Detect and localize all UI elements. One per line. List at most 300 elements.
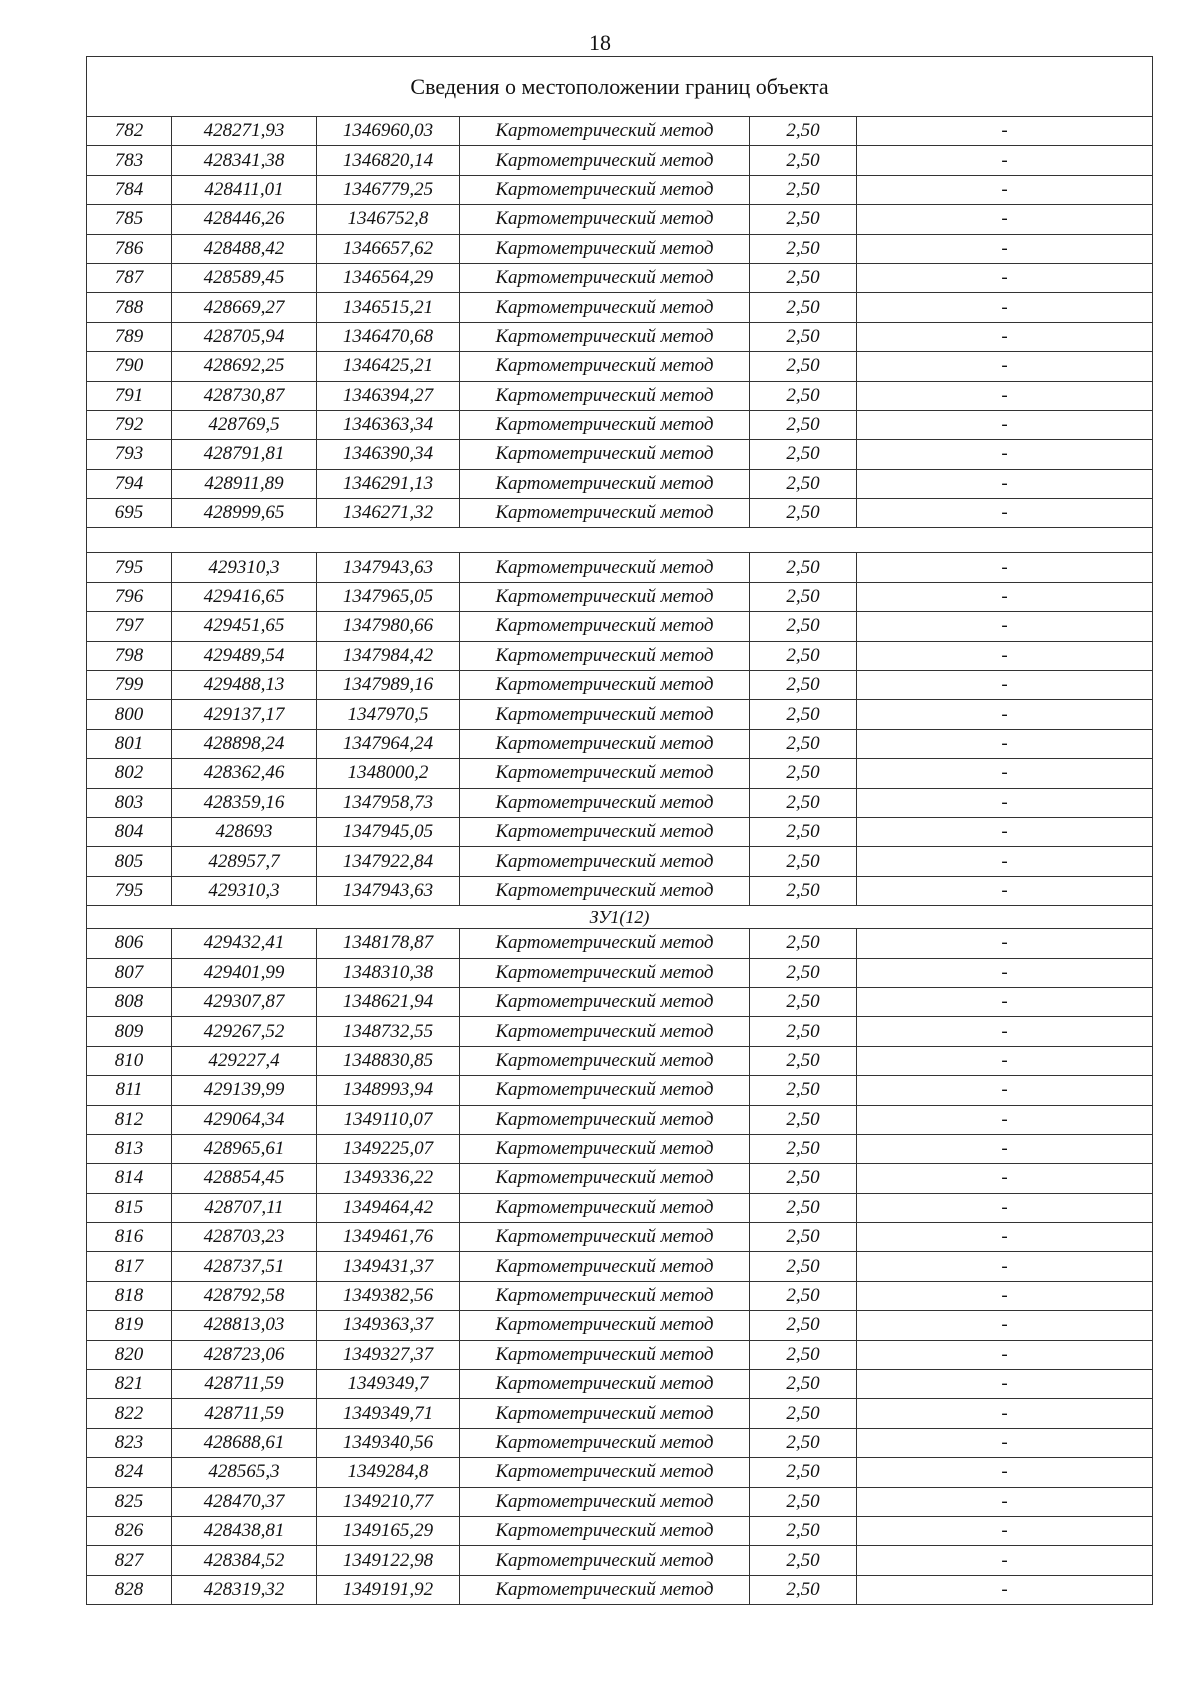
description-cell: -: [857, 322, 1153, 351]
description-cell: -: [857, 175, 1153, 204]
accuracy-cell: 2,50: [750, 817, 857, 846]
description-cell: -: [857, 1076, 1153, 1105]
x-coordinate-cell: 429267,52: [172, 1017, 317, 1046]
accuracy-cell: 2,50: [750, 117, 857, 146]
x-coordinate-cell: 428384,52: [172, 1546, 317, 1575]
point-number-cell: 814: [87, 1164, 172, 1193]
description-cell: -: [857, 205, 1153, 234]
table-row: [87, 322, 1153, 351]
description-cell: -: [857, 146, 1153, 175]
method-cell: Картометрический метод: [460, 1223, 750, 1252]
accuracy-cell: 2,50: [750, 1487, 857, 1516]
method-cell: Картометрический метод: [460, 1340, 750, 1369]
accuracy-cell: 2,50: [750, 612, 857, 641]
point-number-cell: 815: [87, 1193, 172, 1222]
description-cell: -: [857, 671, 1153, 700]
y-coordinate-cell: 1347958,73: [317, 788, 460, 817]
method-cell: Картометрический метод: [460, 1281, 750, 1310]
y-coordinate-cell: 1346390,34: [317, 440, 460, 469]
description-cell: -: [857, 234, 1153, 263]
x-coordinate-cell: 428737,51: [172, 1252, 317, 1281]
y-coordinate-cell: 1347989,16: [317, 671, 460, 700]
point-number-cell: 825: [87, 1487, 172, 1516]
method-cell: Картометрический метод: [460, 499, 750, 528]
point-number-cell: 811: [87, 1076, 172, 1105]
table-row: [87, 1428, 1153, 1457]
accuracy-cell: 2,50: [750, 1311, 857, 1340]
y-coordinate-cell: 1347964,24: [317, 729, 460, 758]
y-coordinate-cell: 1346657,62: [317, 234, 460, 263]
point-number-cell: 786: [87, 234, 172, 263]
table-row: [87, 440, 1153, 469]
y-coordinate-cell: 1349349,71: [317, 1399, 460, 1428]
method-cell: Картометрический метод: [460, 1193, 750, 1222]
accuracy-cell: 2,50: [750, 671, 857, 700]
point-number-cell: 812: [87, 1105, 172, 1134]
point-number-cell: 808: [87, 987, 172, 1016]
accuracy-cell: 2,50: [750, 553, 857, 582]
description-cell: -: [857, 293, 1153, 322]
table-row: [87, 958, 1153, 987]
description-cell: -: [857, 1017, 1153, 1046]
point-number-cell: 787: [87, 263, 172, 292]
method-cell: Картометрический метод: [460, 234, 750, 263]
method-cell: Картометрический метод: [460, 1252, 750, 1281]
description-cell: -: [857, 381, 1153, 410]
y-coordinate-cell: 1347943,63: [317, 876, 460, 905]
table-row: [87, 929, 1153, 958]
x-coordinate-cell: 428707,11: [172, 1193, 317, 1222]
accuracy-cell: 2,50: [750, 788, 857, 817]
x-coordinate-cell: 428411,01: [172, 175, 317, 204]
x-coordinate-cell: 428341,38: [172, 146, 317, 175]
x-coordinate-cell: 428692,25: [172, 352, 317, 381]
x-coordinate-cell: 429488,13: [172, 671, 317, 700]
method-cell: Картометрический метод: [460, 1046, 750, 1075]
method-cell: Картометрический метод: [460, 1311, 750, 1340]
x-coordinate-cell: 428705,94: [172, 322, 317, 351]
description-cell: -: [857, 469, 1153, 498]
y-coordinate-cell: 1347965,05: [317, 582, 460, 611]
table-row: [87, 499, 1153, 528]
y-coordinate-cell: 1346820,14: [317, 146, 460, 175]
y-coordinate-cell: 1347984,42: [317, 641, 460, 670]
method-cell: Картометрический метод: [460, 788, 750, 817]
separator-cell: [87, 528, 1153, 553]
x-coordinate-cell: 429307,87: [172, 987, 317, 1016]
point-number-cell: 785: [87, 205, 172, 234]
table-row: [87, 788, 1153, 817]
method-cell: Картометрический метод: [460, 987, 750, 1016]
description-cell: -: [857, 1223, 1153, 1252]
method-cell: Картометрический метод: [460, 1458, 750, 1487]
table-row: [87, 1311, 1153, 1340]
method-cell: Картометрический метод: [460, 641, 750, 670]
point-number-cell: 828: [87, 1575, 172, 1604]
description-cell: -: [857, 582, 1153, 611]
y-coordinate-cell: 1349191,92: [317, 1575, 460, 1604]
table-row: [87, 987, 1153, 1016]
table-row: [87, 1223, 1153, 1252]
table-body: [87, 57, 1153, 1605]
y-coordinate-cell: 1347980,66: [317, 612, 460, 641]
table-row: [87, 1458, 1153, 1487]
accuracy-cell: 2,50: [750, 234, 857, 263]
y-coordinate-cell: 1349431,37: [317, 1252, 460, 1281]
method-cell: Картометрический метод: [460, 1164, 750, 1193]
table-row: [87, 1134, 1153, 1163]
method-cell: Картометрический метод: [460, 1134, 750, 1163]
x-coordinate-cell: 428723,06: [172, 1340, 317, 1369]
accuracy-cell: 2,50: [750, 1017, 857, 1046]
point-number-cell: 799: [87, 671, 172, 700]
x-coordinate-cell: 428271,93: [172, 117, 317, 146]
y-coordinate-cell: 1346271,32: [317, 499, 460, 528]
accuracy-cell: 2,50: [750, 987, 857, 1016]
accuracy-cell: 2,50: [750, 1046, 857, 1075]
method-cell: Картометрический метод: [460, 582, 750, 611]
method-cell: Картометрический метод: [460, 1370, 750, 1399]
y-coordinate-cell: 1348993,94: [317, 1076, 460, 1105]
point-number-cell: 807: [87, 958, 172, 987]
description-cell: -: [857, 612, 1153, 641]
accuracy-cell: 2,50: [750, 876, 857, 905]
method-cell: Картометрический метод: [460, 1105, 750, 1134]
y-coordinate-cell: 1349165,29: [317, 1516, 460, 1545]
point-number-cell: 795: [87, 553, 172, 582]
method-cell: Картометрический метод: [460, 175, 750, 204]
method-cell: Картометрический метод: [460, 146, 750, 175]
y-coordinate-cell: 1349349,7: [317, 1370, 460, 1399]
point-number-cell: 801: [87, 729, 172, 758]
description-cell: -: [857, 958, 1153, 987]
method-cell: Картометрический метод: [460, 876, 750, 905]
x-coordinate-cell: 428693: [172, 817, 317, 846]
point-number-cell: 805: [87, 847, 172, 876]
accuracy-cell: 2,50: [750, 175, 857, 204]
x-coordinate-cell: 428792,58: [172, 1281, 317, 1310]
point-number-cell: 810: [87, 1046, 172, 1075]
accuracy-cell: 2,50: [750, 1076, 857, 1105]
section-header-row: [87, 906, 1153, 929]
method-cell: Картометрический метод: [460, 352, 750, 381]
accuracy-cell: 2,50: [750, 410, 857, 439]
description-cell: -: [857, 929, 1153, 958]
x-coordinate-cell: 428813,03: [172, 1311, 317, 1340]
method-cell: Картометрический метод: [460, 322, 750, 351]
x-coordinate-cell: 429139,99: [172, 1076, 317, 1105]
table-row: [87, 729, 1153, 758]
y-coordinate-cell: 1346515,21: [317, 293, 460, 322]
y-coordinate-cell: 1349464,42: [317, 1193, 460, 1222]
point-number-cell: 816: [87, 1223, 172, 1252]
table-row: [87, 847, 1153, 876]
method-cell: Картометрический метод: [460, 671, 750, 700]
y-coordinate-cell: 1347922,84: [317, 847, 460, 876]
method-cell: Картометрический метод: [460, 1428, 750, 1457]
point-number-cell: 821: [87, 1370, 172, 1399]
method-cell: Картометрический метод: [460, 293, 750, 322]
accuracy-cell: 2,50: [750, 759, 857, 788]
x-coordinate-cell: 428446,26: [172, 205, 317, 234]
accuracy-cell: 2,50: [750, 1164, 857, 1193]
point-number-cell: 804: [87, 817, 172, 846]
y-coordinate-cell: 1346363,34: [317, 410, 460, 439]
table-row: [87, 410, 1153, 439]
x-coordinate-cell: 429401,99: [172, 958, 317, 987]
description-cell: -: [857, 759, 1153, 788]
table-row: [87, 1370, 1153, 1399]
accuracy-cell: 2,50: [750, 1105, 857, 1134]
x-coordinate-cell: 428319,32: [172, 1575, 317, 1604]
table-header-row: [87, 57, 1153, 117]
accuracy-cell: 2,50: [750, 929, 857, 958]
description-cell: -: [857, 499, 1153, 528]
description-cell: -: [857, 1546, 1153, 1575]
x-coordinate-cell: 428965,61: [172, 1134, 317, 1163]
point-number-cell: 695: [87, 499, 172, 528]
description-cell: -: [857, 1134, 1153, 1163]
description-cell: -: [857, 1164, 1153, 1193]
table-row: [87, 1575, 1153, 1604]
method-cell: Картометрический метод: [460, 440, 750, 469]
table-row: [87, 1281, 1153, 1310]
table-row: [87, 582, 1153, 611]
point-number-cell: 797: [87, 612, 172, 641]
table-row: [87, 1076, 1153, 1105]
point-number-cell: 791: [87, 381, 172, 410]
method-cell: Картометрический метод: [460, 759, 750, 788]
accuracy-cell: 2,50: [750, 205, 857, 234]
table-row: [87, 1105, 1153, 1134]
accuracy-cell: 2,50: [750, 469, 857, 498]
description-cell: -: [857, 1575, 1153, 1604]
accuracy-cell: 2,50: [750, 381, 857, 410]
description-cell: -: [857, 700, 1153, 729]
x-coordinate-cell: 428669,27: [172, 293, 317, 322]
method-cell: Картометрический метод: [460, 817, 750, 846]
description-cell: -: [857, 876, 1153, 905]
y-coordinate-cell: 1346779,25: [317, 175, 460, 204]
method-cell: Картометрический метод: [460, 205, 750, 234]
x-coordinate-cell: 429451,65: [172, 612, 317, 641]
separator-row: [87, 528, 1153, 553]
x-coordinate-cell: 429310,3: [172, 553, 317, 582]
table-row: [87, 700, 1153, 729]
y-coordinate-cell: 1349340,56: [317, 1428, 460, 1457]
table-row: [87, 1164, 1153, 1193]
accuracy-cell: 2,50: [750, 958, 857, 987]
point-number-cell: 793: [87, 440, 172, 469]
method-cell: Картометрический метод: [460, 729, 750, 758]
method-cell: Картометрический метод: [460, 1076, 750, 1105]
point-number-cell: 803: [87, 788, 172, 817]
description-cell: -: [857, 1105, 1153, 1134]
y-coordinate-cell: 1348732,55: [317, 1017, 460, 1046]
accuracy-cell: 2,50: [750, 847, 857, 876]
point-number-cell: 795: [87, 876, 172, 905]
point-number-cell: 823: [87, 1428, 172, 1457]
accuracy-cell: 2,50: [750, 1458, 857, 1487]
table-row: [87, 263, 1153, 292]
table-row: [87, 175, 1153, 204]
method-cell: Картометрический метод: [460, 1017, 750, 1046]
x-coordinate-cell: 428769,5: [172, 410, 317, 439]
y-coordinate-cell: 1349210,77: [317, 1487, 460, 1516]
table-row: [87, 612, 1153, 641]
point-number-cell: 824: [87, 1458, 172, 1487]
description-cell: -: [857, 117, 1153, 146]
x-coordinate-cell: 428711,59: [172, 1370, 317, 1399]
accuracy-cell: 2,50: [750, 263, 857, 292]
description-cell: -: [857, 847, 1153, 876]
x-coordinate-cell: 428362,46: [172, 759, 317, 788]
description-cell: -: [857, 1487, 1153, 1516]
point-number-cell: 806: [87, 929, 172, 958]
point-number-cell: 796: [87, 582, 172, 611]
point-number-cell: 798: [87, 641, 172, 670]
y-coordinate-cell: 1349363,37: [317, 1311, 460, 1340]
point-number-cell: 790: [87, 352, 172, 381]
method-cell: Картометрический метод: [460, 1487, 750, 1516]
table-row: [87, 1252, 1153, 1281]
description-cell: -: [857, 352, 1153, 381]
table-row: [87, 1516, 1153, 1545]
table-row: [87, 641, 1153, 670]
method-cell: Картометрический метод: [460, 553, 750, 582]
y-coordinate-cell: 1349461,76: [317, 1223, 460, 1252]
table-row: [87, 1340, 1153, 1369]
y-coordinate-cell: 1348830,85: [317, 1046, 460, 1075]
x-coordinate-cell: 428488,42: [172, 234, 317, 263]
description-cell: -: [857, 641, 1153, 670]
method-cell: Картометрический метод: [460, 381, 750, 410]
table-row: [87, 817, 1153, 846]
y-coordinate-cell: 1346564,29: [317, 263, 460, 292]
description-cell: -: [857, 1193, 1153, 1222]
y-coordinate-cell: 1346394,27: [317, 381, 460, 410]
point-number-cell: 820: [87, 1340, 172, 1369]
description-cell: -: [857, 1458, 1153, 1487]
point-number-cell: 792: [87, 410, 172, 439]
accuracy-cell: 2,50: [750, 1546, 857, 1575]
description-cell: -: [857, 1516, 1153, 1545]
description-cell: -: [857, 1399, 1153, 1428]
table-row: [87, 146, 1153, 175]
table-row: [87, 671, 1153, 700]
point-number-cell: 809: [87, 1017, 172, 1046]
y-coordinate-cell: 1348178,87: [317, 929, 460, 958]
description-cell: -: [857, 1428, 1153, 1457]
table-row: [87, 1017, 1153, 1046]
accuracy-cell: 2,50: [750, 729, 857, 758]
table-row: [87, 469, 1153, 498]
table-row: [87, 1487, 1153, 1516]
point-number-cell: 819: [87, 1311, 172, 1340]
description-cell: -: [857, 410, 1153, 439]
y-coordinate-cell: 1347943,63: [317, 553, 460, 582]
accuracy-cell: 2,50: [750, 322, 857, 351]
y-coordinate-cell: 1348310,38: [317, 958, 460, 987]
table-row: [87, 1546, 1153, 1575]
y-coordinate-cell: 1349382,56: [317, 1281, 460, 1310]
table-row: [87, 381, 1153, 410]
accuracy-cell: 2,50: [750, 1370, 857, 1399]
x-coordinate-cell: 428957,7: [172, 847, 317, 876]
accuracy-cell: 2,50: [750, 293, 857, 322]
accuracy-cell: 2,50: [750, 440, 857, 469]
accuracy-cell: 2,50: [750, 499, 857, 528]
method-cell: Картометрический метод: [460, 117, 750, 146]
y-coordinate-cell: 1346470,68: [317, 322, 460, 351]
table-row: [87, 759, 1153, 788]
accuracy-cell: 2,50: [750, 1428, 857, 1457]
y-coordinate-cell: 1346425,21: [317, 352, 460, 381]
table-row: [87, 205, 1153, 234]
point-number-cell: 789: [87, 322, 172, 351]
method-cell: Картометрический метод: [460, 1575, 750, 1604]
point-number-cell: 826: [87, 1516, 172, 1545]
point-number-cell: 818: [87, 1281, 172, 1310]
y-coordinate-cell: 1349336,22: [317, 1164, 460, 1193]
x-coordinate-cell: 428589,45: [172, 263, 317, 292]
point-number-cell: 802: [87, 759, 172, 788]
table-row: [87, 1046, 1153, 1075]
y-coordinate-cell: 1349122,98: [317, 1546, 460, 1575]
accuracy-cell: 2,50: [750, 641, 857, 670]
accuracy-cell: 2,50: [750, 146, 857, 175]
accuracy-cell: 2,50: [750, 1193, 857, 1222]
accuracy-cell: 2,50: [750, 1281, 857, 1310]
method-cell: Картометрический метод: [460, 469, 750, 498]
method-cell: Картометрический метод: [460, 263, 750, 292]
x-coordinate-cell: 428999,65: [172, 499, 317, 528]
table-row: [87, 352, 1153, 381]
x-coordinate-cell: 428470,37: [172, 1487, 317, 1516]
x-coordinate-cell: 429310,3: [172, 876, 317, 905]
point-number-cell: 827: [87, 1546, 172, 1575]
x-coordinate-cell: 428703,23: [172, 1223, 317, 1252]
description-cell: -: [857, 1370, 1153, 1399]
accuracy-cell: 2,50: [750, 1340, 857, 1369]
y-coordinate-cell: 1349327,37: [317, 1340, 460, 1369]
point-number-cell: 784: [87, 175, 172, 204]
y-coordinate-cell: 1347945,05: [317, 817, 460, 846]
x-coordinate-cell: 428854,45: [172, 1164, 317, 1193]
point-number-cell: 817: [87, 1252, 172, 1281]
y-coordinate-cell: 1347970,5: [317, 700, 460, 729]
description-cell: -: [857, 1046, 1153, 1075]
page-number: 18: [589, 30, 611, 55]
x-coordinate-cell: 428438,81: [172, 1516, 317, 1545]
y-coordinate-cell: 1348000,2: [317, 759, 460, 788]
method-cell: Картометрический метод: [460, 1516, 750, 1545]
table-row: [87, 234, 1153, 263]
x-coordinate-cell: 429432,41: [172, 929, 317, 958]
accuracy-cell: 2,50: [750, 1134, 857, 1163]
description-cell: -: [857, 729, 1153, 758]
point-number-cell: 822: [87, 1399, 172, 1428]
x-coordinate-cell: 428359,16: [172, 788, 317, 817]
table-title: Сведения о местоположении границ объекта: [87, 57, 1153, 117]
x-coordinate-cell: 429416,65: [172, 582, 317, 611]
description-cell: -: [857, 817, 1153, 846]
y-coordinate-cell: 1346752,8: [317, 205, 460, 234]
y-coordinate-cell: 1349110,07: [317, 1105, 460, 1134]
table-row: [87, 876, 1153, 905]
accuracy-cell: 2,50: [750, 1575, 857, 1604]
point-number-cell: 800: [87, 700, 172, 729]
